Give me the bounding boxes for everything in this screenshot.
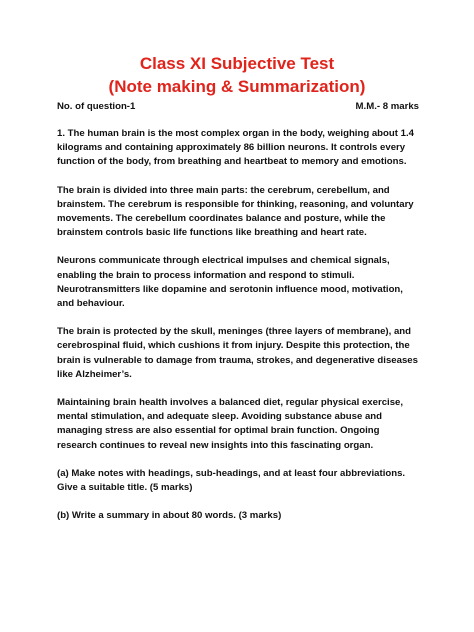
passage-paragraph-4: The brain is protected by the skull, meninges (three layers of membrane), and cerebrospinal fluid, which cushions it from injury. Despite this protection, the brain is vulnerable to damage from trauma, strokes, and degenerative diseases like Alzheimer’s. [57, 326, 418, 380]
passage [57, 127, 421, 537]
question-b: (b) Write a summary in about 80 words. (3 marks) [57, 510, 282, 522]
question-a: (a) Make notes with headings, sub-headings, and at least four abbreviations. Give a suitable title. (5 marks) [57, 467, 406, 494]
title-line-1: Class XI Subjective Test [139, 54, 335, 73]
title-line-2: (Note making & Summarization) [108, 77, 366, 96]
passage-paragraph-5: Maintaining brain health involves a balanced diet, regular physical exercise, mental stimulation, and adequate sleep. Avoiding substance abuse and managing stress are also essential for optimal brain function. Ongoing research continues to reveal new insights into this fascinating organ. [57, 397, 404, 451]
passage-paragraph-1: 1. The human brain is the most complex organ in the body, weighing about 1.4 kilograms and containing approximately 86 billion neurons. It controls every function of the body, from breathing and heartbeat to memory and emotions. [57, 128, 414, 168]
passage-paragraph-3: Neurons communicate through electrical impulses and chemical signals, enabling the brain to process information and respond to stimuli. Neurotransmitters like dopamine and serotonin influence mood, motivation, and behaviour. [57, 255, 403, 310]
passage-paragraph-2: The brain is divided into three main parts: the cerebrum, cerebellum, and brainstem. The cerebrum is responsible for thinking, reasoning, and voluntary movements. The cerebellum coordinates balance and posture, while the brainstem controls basic life functions like breathing and heart rate. [57, 184, 414, 239]
question-count: No. of question-1 [57, 101, 136, 112]
max-marks: M.M.- 8 marks [355, 101, 419, 112]
test-title [0, 52, 474, 98]
